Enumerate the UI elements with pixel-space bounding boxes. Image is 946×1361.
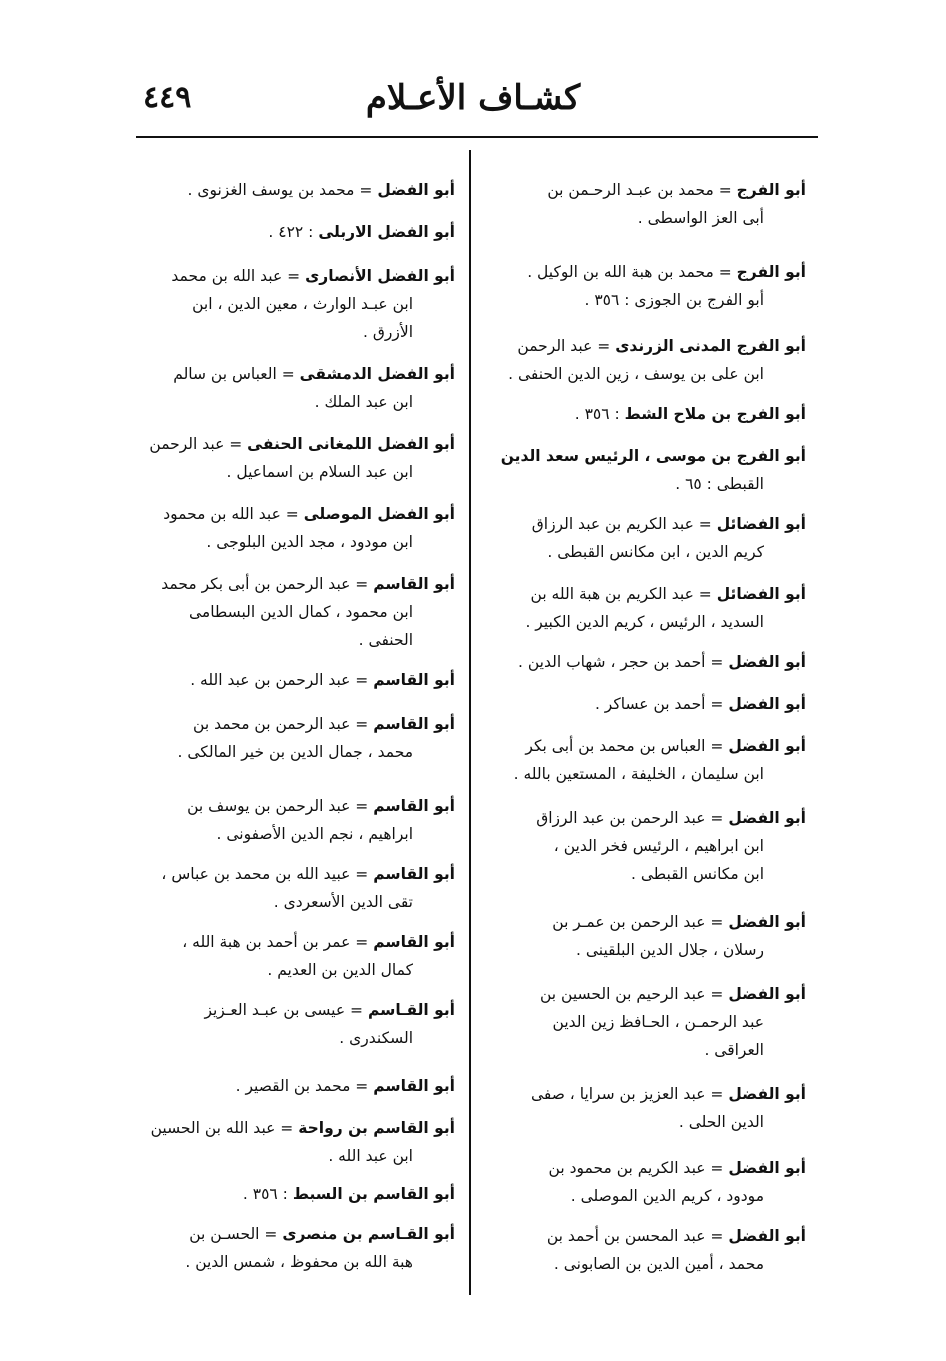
index-entry — [484, 400, 806, 428]
entry-continuation: العراقى . — [704, 1041, 764, 1059]
entry-continuation: أبى العز الواسطى . — [637, 209, 764, 227]
entry-name: أبو الفضل اللمغانى الحنفى — [247, 435, 455, 453]
index-entry — [484, 804, 806, 888]
entry-name: أبو الفضل الاربلى — [318, 223, 455, 241]
entry-text: = محمد بن القصير . — [235, 1077, 369, 1095]
entry-name: أبو القاسم — [373, 575, 455, 593]
entry-continuation: ابن عبد الله . — [328, 1147, 413, 1165]
entry-text: = الحسـن بن — [189, 1225, 278, 1243]
index-entry — [133, 710, 455, 766]
entry-continuation: تقى الدين الأسعردى . — [273, 893, 413, 911]
entry-text: = عبد العزيز بن سرايا ، صفى — [530, 1085, 724, 1103]
index-entry — [133, 860, 455, 916]
entry-text: = عبد الكريم بن عبد الرزاق — [531, 515, 712, 533]
index-entry — [133, 792, 455, 848]
index-entry — [484, 908, 806, 964]
entry-continuation: كريم الدين ، ابن مكانس القبطى . — [547, 543, 764, 561]
entry-name: أبو الفضل — [728, 809, 806, 827]
entry-text: = عبد الكريم بن محمود بن — [548, 1159, 724, 1177]
index-entry — [484, 690, 806, 718]
entry-continuation: ابن مودود ، مجد الدين البلوجى . — [206, 533, 413, 551]
entry-name: أبو الفضل — [728, 1159, 806, 1177]
entry-name: أبو الفرج بن موسى ، الرئيس سعد الدين — [500, 447, 806, 465]
index-entry — [484, 1080, 806, 1136]
entry-text: = عبد الرحمن — [517, 337, 611, 355]
entry-continuation: مودود ، كريم الدين الموصلى . — [570, 1187, 764, 1205]
entry-text: = عيسى بن عبـد العـزيز — [204, 1001, 363, 1019]
entry-text: = عبد الرحمن بن أبى بكر محمد — [161, 575, 369, 593]
entry-text: = عبد الكريم بن هبة الله بن — [530, 585, 712, 603]
entry-text: = محمد بن عبـد الرحـمن بن — [547, 181, 732, 199]
entry-text: = عبد الرحمن بن عمـر بن — [552, 913, 724, 931]
entry-name: أبو القـاسم — [367, 1001, 455, 1019]
index-entry — [484, 1222, 806, 1278]
entry-text: = عبيد الله بن محمد بن عباس ، — [161, 865, 369, 883]
index-entry — [133, 1180, 455, 1208]
entry-text: = عبد المحسن بن أحمد بن — [546, 1227, 724, 1245]
entry-text: = عبد الله بن محمد — [171, 267, 301, 285]
entry-text: = عمر بن أحمد بن هبة الله ، — [182, 933, 369, 951]
entry-text: = عبد الرحمن بن محمد بن — [193, 715, 369, 733]
entry-continuation: ابن عبد السلام بن اسماعيل . — [226, 463, 413, 481]
entry-text: = العباس بن محمد بن أبى بكر — [525, 737, 724, 755]
entry-text: = أحمد بن عساكر . — [594, 695, 724, 713]
index-entry — [133, 218, 455, 246]
entry-name: أبو القاسم بن رواحة — [298, 1119, 455, 1137]
entry-text: = عبد الرحمن — [149, 435, 243, 453]
entry-name: أبو الفرج المدنى الزرندى — [615, 337, 806, 355]
entry-name: أبو القاسم — [373, 797, 455, 815]
index-entry — [133, 262, 455, 346]
entry-continuation: عبد الرحمـن ، الحـافظ زين الدين — [552, 1013, 764, 1031]
entry-text: = عبد الله بن الحسين — [150, 1119, 294, 1137]
index-entry — [133, 430, 455, 486]
entry-text: = العباس بن سالم — [173, 365, 295, 383]
entry-continuation: ابن عبـد الوارث ، معين الدين ، ابن — [192, 295, 413, 313]
entry-name: أبو الفضل — [728, 737, 806, 755]
index-entry — [484, 648, 806, 676]
entry-continuation: السديد ، الرئيس ، كريم الدين الكبير . — [525, 613, 764, 631]
entry-continuation: هبة الله بن محفوظ ، شمس الدين . — [185, 1253, 413, 1271]
entry-continuation: محمد ، أمين الدين بن الصابونى . — [553, 1255, 764, 1273]
index-entry — [133, 176, 455, 204]
entry-text: : ٣٥٦ . — [242, 1185, 288, 1203]
entry-name: أبو الفضل — [728, 1085, 806, 1103]
entry-continuation: كمال الدين بن العديم . — [267, 961, 413, 979]
index-entry — [484, 980, 806, 1064]
index-entry — [133, 1220, 455, 1276]
entry-name: أبو الفضل — [728, 1227, 806, 1245]
entry-text: = محمد بن هبة الله بن الوكيل . — [527, 263, 732, 281]
entry-continuation: ابن سليمان ، الخليفة ، المستعين بالله . — [513, 765, 764, 783]
entry-name: أبو الفرج بن ملاح الشط — [624, 405, 806, 423]
entry-name: أبو القـاسم بن منصرى — [282, 1225, 455, 1243]
entry-name: أبو القاسم — [373, 1077, 455, 1095]
entry-name: أبو الفضل — [377, 181, 455, 199]
entry-name: أبو الفرج — [736, 181, 806, 199]
index-entry — [484, 580, 806, 636]
entry-name: أبو الفضل — [728, 695, 806, 713]
entry-continuation: محمد ، جمال الدين بن خير المالكى . — [177, 743, 413, 761]
index-entry — [133, 570, 455, 654]
entry-name: أبو القاسم بن السبط — [292, 1185, 455, 1203]
index-entry — [484, 510, 806, 566]
entry-continuation: ابن ابراهيم ، الرئيس فخر الدين ، — [553, 837, 764, 855]
entry-text: : ٤٢٢ . — [268, 223, 314, 241]
index-entry — [484, 332, 806, 388]
entry-continuation: ابن عبد الملك . — [314, 393, 413, 411]
page-title: كشـاف الأعـلام — [365, 78, 581, 118]
entry-continuation: رسلان ، جلال الدين البلقينى . — [576, 941, 764, 959]
index-entry — [484, 732, 806, 788]
index-entry — [484, 442, 806, 498]
entry-continuation: السكندرى . — [339, 1029, 413, 1047]
index-entry — [133, 666, 455, 694]
page-header — [0, 0, 946, 140]
index-entry — [133, 360, 455, 416]
entry-name: أبو القاسم — [373, 671, 455, 689]
entry-name: أبو الفضل — [728, 653, 806, 671]
entry-name: أبو الفضائل — [716, 585, 806, 603]
right-column — [484, 176, 806, 1346]
entry-text: = عبد الرحيم بن الحسين بن — [540, 985, 724, 1003]
entry-text: = عبد الرحمن بن عبد الله . — [190, 671, 369, 689]
entry-text: = عبد الرحمن بن يوسف بن — [187, 797, 369, 815]
index-entry — [484, 258, 806, 314]
entry-continuation: ابن على بن يوسف ، زين الدين الحنفى . — [508, 365, 764, 383]
entry-continuation: ابراهيم ، نجم الدين الأصفونى . — [216, 825, 413, 843]
index-entry — [133, 500, 455, 556]
entry-name: أبو الفرج — [736, 263, 806, 281]
header-rule — [136, 136, 818, 138]
left-column — [133, 176, 455, 1346]
entry-continuation: الدين الحلى . — [678, 1113, 764, 1131]
index-entry — [133, 1114, 455, 1170]
index-entry — [484, 1154, 806, 1210]
entry-name: أبو الفضائل — [716, 515, 806, 533]
entry-name: أبو القاسم — [373, 933, 455, 951]
entry-name: أبو الفضل — [728, 913, 806, 931]
entry-text: : ٣٥٦ . — [574, 405, 620, 423]
entry-text: = عبد الله بن محمود — [163, 505, 299, 523]
index-entry — [133, 1072, 455, 1100]
entry-text: = أحمد بن حجر ، شهاب الدين . — [518, 653, 724, 671]
entry-continuation: ابن مكانس القبطى . — [631, 865, 764, 883]
entry-continuation: ابن محمود ، كمال الدين البسطامى — [188, 603, 413, 621]
entry-text: = محمد بن يوسف الغزنوى . — [187, 181, 373, 199]
entry-continuation: أبو الفرج بن الجوزى : ٣٥٦ . — [584, 291, 764, 309]
index-entry — [133, 928, 455, 984]
entry-name: أبو الفضل الموصلى — [303, 505, 455, 523]
entry-continuation: الحنفى . — [358, 631, 413, 649]
entry-continuation: الأزرق . — [363, 323, 413, 341]
page-number: ٤٤٩ — [143, 80, 192, 115]
entry-name: أبو الفضل الدمشقى — [299, 365, 455, 383]
entry-continuation: القبطى : ٦٥ . — [675, 475, 764, 493]
column-divider — [469, 150, 471, 1295]
entry-text: = عبد الرحمن بن عبد الرزاق — [536, 809, 724, 827]
entry-name: أبو الفضل — [728, 985, 806, 1003]
entry-name: أبو القاسم — [373, 715, 455, 733]
entry-name: أبو الفضل الأنصارى — [305, 267, 455, 285]
entry-name: أبو القاسم — [373, 865, 455, 883]
index-entry — [484, 176, 806, 232]
index-entry — [133, 996, 455, 1052]
